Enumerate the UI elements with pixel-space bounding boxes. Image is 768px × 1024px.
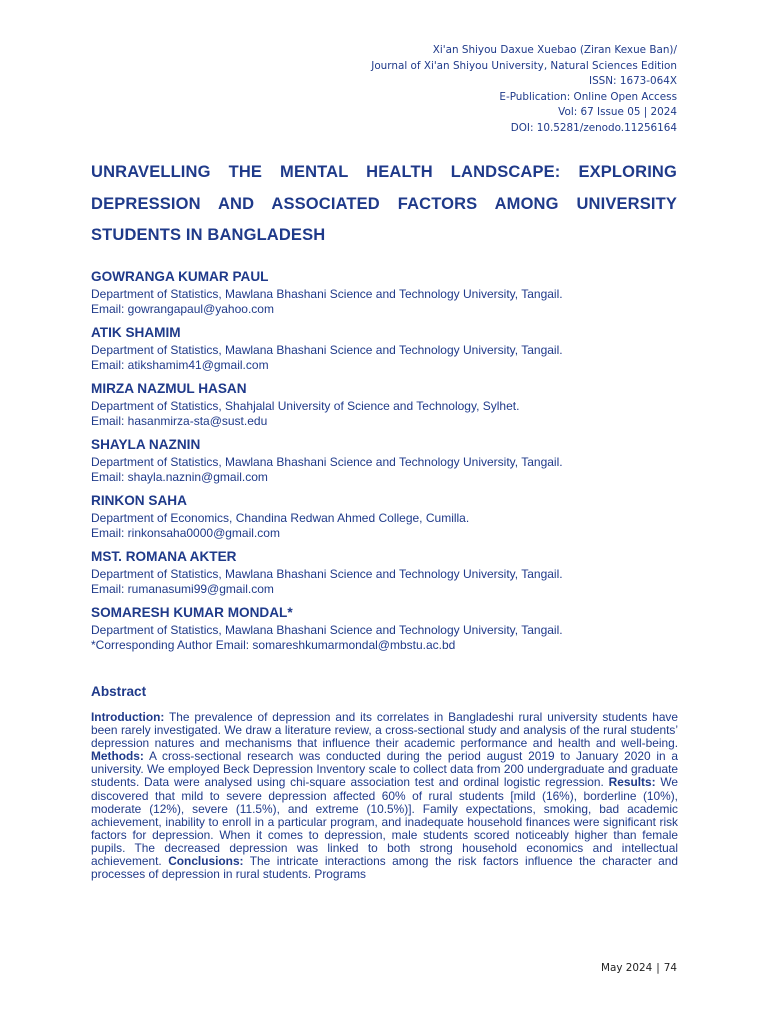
author-email: Email: gowrangapaul@yahoo.com: [91, 302, 274, 316]
author-affiliation: Department of Statistics, Mawlana Bhashani Science and Technology University, Tangail.: [91, 455, 563, 469]
abstract-body: [91, 711, 678, 901]
conclusions-label: Conclusions:: [168, 854, 244, 869]
author-name: MST. ROMANA AKTER: [91, 549, 237, 564]
author-block: [91, 267, 691, 317]
paper-title: UNRAVELLING THE MENTAL HEALTH LANDSCAPE: EXPLORING DEPRESSION AND ASSOCIATED FACTORS AMONG UNIVERSITY STUDENTS IN BANGLADESH: [91, 163, 677, 244]
author-block: [91, 547, 691, 597]
methods-text: A cross-sectional research was conducted during the period august 2019 to January 2020 in a university. We employed Beck Depression Inventory scale to collect data from 200 undergraduate and graduate students. Data were analysed using chi-square association test and ordinal logistic regression.: [91, 749, 678, 790]
methods-label: Methods:: [91, 749, 144, 764]
author-name: SHAYLA NAZNIN: [91, 437, 201, 452]
doi: DOI: 10.5281/zenodo.11256164: [510, 121, 677, 134]
author-email: Email: hasanmirza-sta@sust.edu: [91, 414, 268, 428]
author-name: GOWRANGA KUMAR PAUL: [91, 269, 269, 284]
journal-english-name: Journal of Xi'an Shiyou University, Natural Sciences Edition: [371, 59, 677, 72]
results-text: We discovered that mild to severe depression affected 60% of rural students [mild (16%), borderline (10%), moderate (12%), severe (11.5%), and extreme (10.5%)]. Family expectations, smoking, bad academic achievement, inability to enroll in a particular program, and inadequate household finances were significant risk factors for depression. When it comes to depression, male students scored noticeably higher than female pupils. The decreased depression was linked to both strong household economics and intellectual achievement.: [91, 775, 678, 869]
journal-name-line: Xi'an Shiyou Daxue Xuebao (Ziran Kexue Ban)/: [432, 44, 677, 56]
author-email: Email: shayla.naznin@gmail.com: [91, 470, 268, 484]
author-name: ATIK SHAMIM: [91, 325, 181, 340]
publication-type: E-Publication: Online Open Access: [499, 90, 677, 103]
author-affiliation: Department of Statistics, Mawlana Bhashani Science and Technology University, Tangail.: [91, 623, 563, 637]
introduction-label: Introduction:: [91, 711, 165, 724]
author-name: SOMARESH KUMAR MONDAL*: [91, 605, 293, 620]
conclusions-text: The intricate interactions among the risk factors influence the character and processes of depression in rural students. Programs: [91, 854, 678, 882]
journal-header: [371, 43, 677, 137]
issn: ISSN: 1673-064X: [589, 75, 677, 88]
author-affiliation: Department of Economics, Chandina Redwan Ahmed College, Cumilla.: [91, 511, 470, 525]
volume-issue: Vol: 67 Issue 05 | 2024: [558, 106, 677, 119]
author-block: [91, 323, 691, 373]
author-email: Email: rumanasumi99@gmail.com: [91, 582, 274, 596]
author-name: MIRZA NAZMUL HASAN: [91, 381, 247, 396]
page-number: 74: [663, 962, 677, 974]
footer-separator: |: [656, 962, 660, 974]
author-affiliation: Department of Statistics, Shahjalal University of Science and Technology, Sylhet.: [91, 399, 520, 413]
author-email: Email: rinkonsaha0000@gmail.com: [91, 526, 280, 540]
introduction-text: The prevalence of depression and its correlates in Bangladeshi rural university students have been rarely investigated. We draw a literature review, a cross-sectional study and analysis of the rural students’ depression natures and mechanisms that influence their academic performance and health and well-being.: [91, 711, 678, 751]
author-block: [91, 603, 691, 653]
author-affiliation: Department of Statistics, Mawlana Bhashani Science and Technology University, Tangail.: [91, 567, 563, 581]
author-affiliation: Department of Statistics, Mawlana Bhashani Science and Technology University, Tangail.: [91, 343, 563, 357]
author-block: [91, 435, 691, 485]
author-name: RINKON SAHA: [91, 493, 187, 508]
results-label: Results:: [608, 775, 656, 790]
author-email: *Corresponding Author Email: somareshkumarmondal@mbstu.ac.bd: [91, 638, 456, 652]
author-list: [91, 267, 691, 659]
author-affiliation: Department of Statistics, Mawlana Bhashani Science and Technology University, Tangail.: [91, 287, 563, 301]
author-email: Email: atikshamim41@gmail.com: [91, 358, 269, 372]
footer-date: May 2024: [601, 962, 653, 974]
abstract-heading: Abstract: [91, 684, 147, 699]
author-block: [91, 379, 691, 429]
page-footer: [601, 962, 677, 974]
author-block: [91, 491, 691, 541]
